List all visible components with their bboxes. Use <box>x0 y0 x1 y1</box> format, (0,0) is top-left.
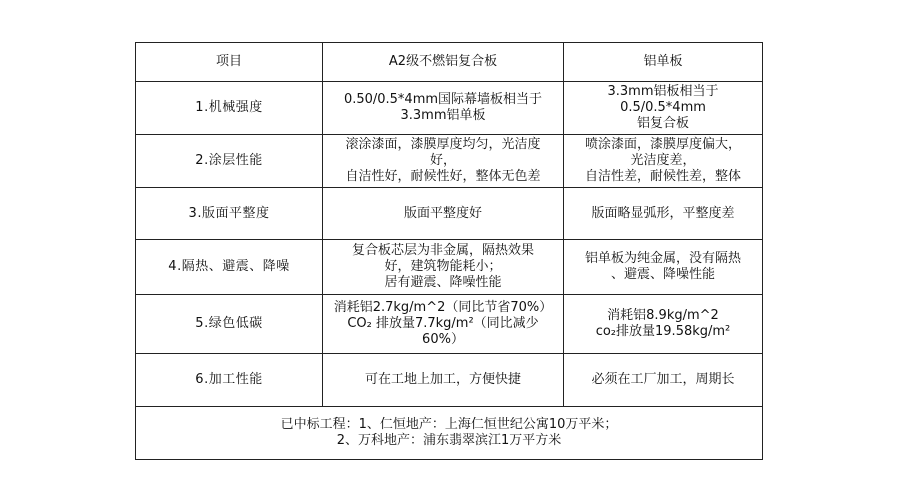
cell-line: CO₂ 排放量7.7kg/m²（同比减少 <box>347 316 539 331</box>
cell-line: 好，建筑物能耗小； <box>384 259 502 274</box>
cell-line: 版面略显弧形，平整度差 <box>591 205 735 221</box>
footer-line: 已中标工程：1、仁恒地产：上海仁恒世纪公寓10万平米； <box>280 417 618 432</box>
header-cell-single-panel: 铝单板 <box>564 43 763 82</box>
cell-line: 3.3mm铝单板 <box>400 108 486 123</box>
row-label: 5.绿色低碳 <box>136 295 323 354</box>
row-label: 2.涂层性能 <box>136 135 323 188</box>
single-cell <box>564 240 763 295</box>
cell-line: 60%） <box>422 332 464 347</box>
cell-line: 光洁度差， <box>630 153 696 168</box>
header-row <box>136 43 763 82</box>
cell-line: 必须在工厂加工，周期长 <box>591 372 735 387</box>
cell-line: 喷涂漆面，漆膜厚度偏大， <box>584 137 741 152</box>
a2-cell <box>323 82 564 135</box>
cell-line: 版面平整度好 <box>403 205 482 221</box>
cell-line: 铝复合板 <box>636 116 689 131</box>
cell-line: 可在工地上加工，方便快捷 <box>364 372 521 387</box>
single-cell <box>564 188 763 240</box>
footer-row <box>136 407 763 460</box>
table-row <box>136 82 763 135</box>
table-row <box>136 354 763 407</box>
row-label: 1.机械强度 <box>136 82 323 135</box>
cell-line: 复合板芯层为非金属，隔热效果 <box>351 243 534 258</box>
cell-line: 铝单板为纯金属，没有隔热 <box>584 251 741 266</box>
footer-line: 2、万科地产：浦东翡翠滨江1万平方米 <box>336 433 562 448</box>
table-row <box>136 240 763 295</box>
cell-line: co₂排放量19.58kg/m² <box>595 324 731 339</box>
cell-line: 0.5/0.5*4mm <box>620 100 706 115</box>
cell-line: 滚涂漆面，漆膜厚度均匀，光洁度 <box>345 137 541 152</box>
cell-line: 自洁性好，耐候性好，整体无色差 <box>345 169 541 184</box>
cell-line: 消耗铝2.7kg/m^2（同比节省70%） <box>333 300 553 315</box>
row-label: 4.隔热、避震、降噪 <box>136 240 323 295</box>
a2-cell <box>323 188 564 240</box>
comparison-table <box>135 42 763 460</box>
a2-cell <box>323 240 564 295</box>
header-cell-item: 项目 <box>136 43 323 82</box>
table-row <box>136 135 763 188</box>
cell-line: 、避震、降噪性能 <box>610 267 715 282</box>
table-row <box>136 188 763 240</box>
cell-line: 居有避震、降噪性能 <box>384 275 502 290</box>
cell-line: 好， <box>429 153 456 168</box>
a2-cell <box>323 135 564 188</box>
single-cell <box>564 135 763 188</box>
a2-cell <box>323 354 564 407</box>
single-cell <box>564 354 763 407</box>
row-label: 6.加工性能 <box>136 354 323 407</box>
cell-line: 3.3mm铝板相当于 <box>607 84 719 99</box>
header-cell-a2-panel: A2级不燃铝复合板 <box>323 43 564 82</box>
a2-cell <box>323 295 564 354</box>
row-label: 3.版面平整度 <box>136 188 323 240</box>
cell-line: 0.50/0.5*4mm国际幕墙板相当于 <box>343 92 543 107</box>
single-cell <box>564 295 763 354</box>
table-row <box>136 295 763 354</box>
cell-line: 自洁性差，耐候性差，整体 <box>584 169 741 184</box>
footer-cell <box>136 407 763 460</box>
single-cell <box>564 82 763 135</box>
cell-line: 消耗铝8.9kg/m^2 <box>607 308 719 323</box>
